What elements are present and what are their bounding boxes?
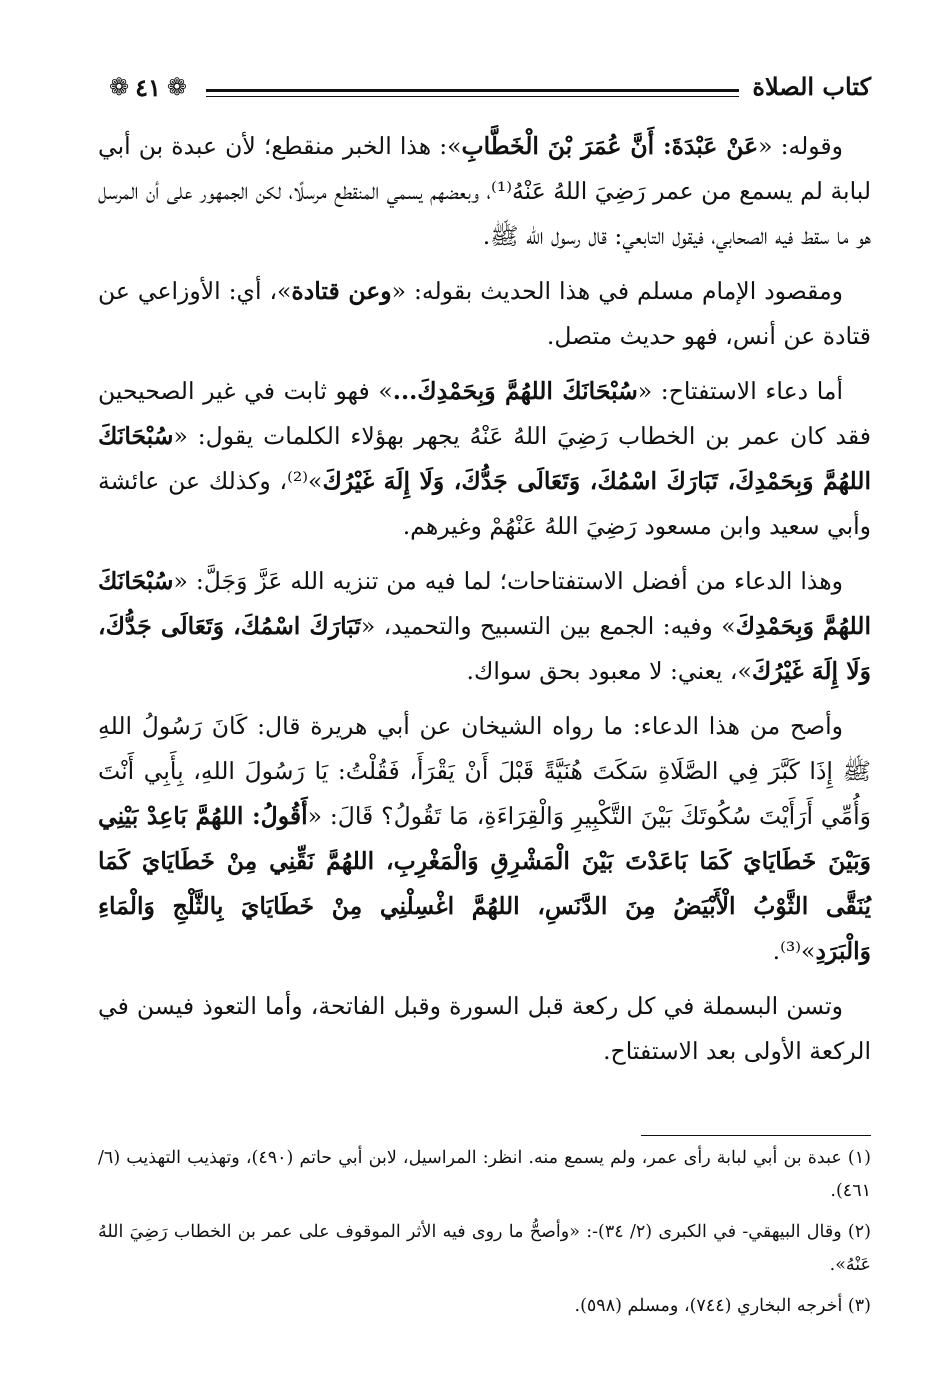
paragraph-text: وقوله: « (758, 132, 844, 160)
paragraph-text: »، يعني: لا معبود بحق سواك. (466, 657, 752, 685)
hadith-quote: سُبْحَانَكَ اللهُمَّ وَبِحَمْدِكَ، تَبَارَكَ اسْمُكَ، وَتَعَالَى جَدُّكَ، وَلَا إِلَهَ غَيْرُكَ (98, 422, 871, 495)
hadith-quote: سُبْحَانَكَ اللهُمَّ وَبِحَمْدِكَ (98, 567, 871, 640)
paragraph-5 (98, 704, 871, 974)
footnote-1: (١) عبدة بن أبي لبابة رأى عمر، ولم يسمع منه. انظر: المراسيل، لابن أبي حاتم (٤٩٠)، وتهذيب التهذيب (٦/ ٤٦١). (98, 1148, 871, 1201)
footnote-2: (٢) وقال البيهقي- في الكبرى (٢/ ٣٤)-: «وأصحُّ ما روى فيه الأثر الموقوف على عمر بن الخطاب رَضِيَ اللهُ عَنْهُ». (98, 1222, 871, 1275)
paragraph-text: ومقصود الإمام مسلم في هذا الحديث بقوله: « (391, 277, 844, 305)
paragraph-text: »، أي: الأوزاعي عن قتادة عن أنس، فهو حديث متصل. (98, 277, 871, 350)
footnotes (98, 1142, 871, 1331)
hadith-quote: أَقُولُ: اللهُمَّ بَاعِدْ بَيْنِي وَبَيْنَ خَطَايَايَ كَمَا بَاعَدْتَ بَيْنَ الْمَشْرِقِ وَالْمَغْرِبِ، اللهُمَّ نَقِّنِي مِنْ خَطَايَايَ كَمَا يُنَقَّى الثَّوْبُ الْأَبْيَضُ مِنَ الدَّنَسِ، اللهُمَّ اغْسِلْنِي مِنْ خَطَايَايَ بِالثَّلْجِ وَالْمَاءِ وَالْبَرَدِ (98, 802, 871, 965)
paragraph-text: »⁽²⁾، وكذلك عن عائشة وأبي سعيد وابن مسعود رَضِيَ اللهُ عَنْهُمْ وغيرهم. (98, 467, 871, 540)
hadith-quote: وعن قتادة (291, 277, 392, 305)
hadith-quote: تَبَارَكَ اسْمُكَ، وَتَعَالَى جَدُّكَ، وَلَا إِلَهَ غَيْرُكَ (98, 612, 871, 685)
page-header (98, 62, 871, 112)
ornament-right-icon: ❁ (166, 73, 187, 101)
paragraph-text: وأصح من هذا الدعاء: ما رواه الشيخان عن أبي هريرة قال: كَانَ رَسُولُ اللهِ ﷺ إِذَا كَبَّرَ فِي الصَّلَاةِ سَكَتَ هُنَيَّةً قَبْلَ أَنْ يَقْرَأَ، فَقُلْتُ: يَا رَسُولَ اللهِ، بِأَبِي أَنْتَ وَأُمِّي أَرَأَيْتَ سُكُوتَكَ بَيْنَ التَّكْبِيرِ وَالْقِرَاءَةِ، مَا تَقُولُ؟ قَالَ: « (98, 712, 871, 830)
paragraph-3 (98, 369, 871, 549)
paragraph-text: »: هذا الخبر منقطع؛ لأن عبدة بن أبي لبابة لم يسمع من عمر رَضِيَ اللهُ عَنْهُ⁽¹⁾، وبعضهم يسمي المنقطع مرسلًا، لكن الجمهور على أن المرسل هو ما سقط فيه الصحابي، فيقول التابعي: قال رسول الله ﷺ. (98, 132, 871, 250)
paragraph-6 (98, 984, 871, 1074)
ornament-left-icon: ❁ (109, 73, 130, 101)
paragraph-text: » فهو ثابت في غير الصحيحين فقد كان عمر بن الخطاب رَضِيَ اللهُ عَنْهُ يجهر بهؤلاء الكلمات يقول: « (98, 377, 871, 450)
hadith-quote: عَنْ عَبْدَةَ: أَنَّ عُمَرَ بْنَ الْخَطَّابِ (461, 132, 759, 160)
paragraph-1 (98, 124, 871, 259)
footnote-3: (٣) أخرجه البخاري (٧٤٤)، ومسلم (٥٩٨). (574, 1296, 871, 1316)
page-number-frame (98, 66, 198, 108)
paragraph-text: »⁽³⁾. (772, 937, 816, 965)
paragraph-text: » وفيه: الجمع بين التسبيح والتحميد، « (360, 612, 736, 640)
paragraph-2 (98, 269, 871, 359)
footnote-divider (641, 1135, 871, 1136)
chapter-title: كتاب الصلاة (752, 72, 871, 101)
paragraph-4 (98, 559, 871, 694)
paragraph-text: أما دعاء الاستفتاح: « (637, 377, 844, 405)
paragraph-text: وتسن البسملة في كل ركعة قبل السورة وقبل الفاتحة، وأما التعوذ فيسن في الركعة الأولى بعد الاستفتاح. (98, 992, 871, 1065)
header-rule-thin (206, 96, 739, 97)
paragraph-text: وهذا الدعاء من أفضل الاستفتاحات؛ لما فيه من تنزيه الله عَزَّ وَجَلَّ: « (173, 567, 843, 595)
header-rule-thick (206, 89, 739, 92)
page-number: ٤١ (135, 72, 161, 102)
main-text (98, 124, 871, 1084)
hadith-quote: سُبْحَانَكَ اللهُمَّ وَبِحَمْدِكَ... (392, 377, 638, 405)
